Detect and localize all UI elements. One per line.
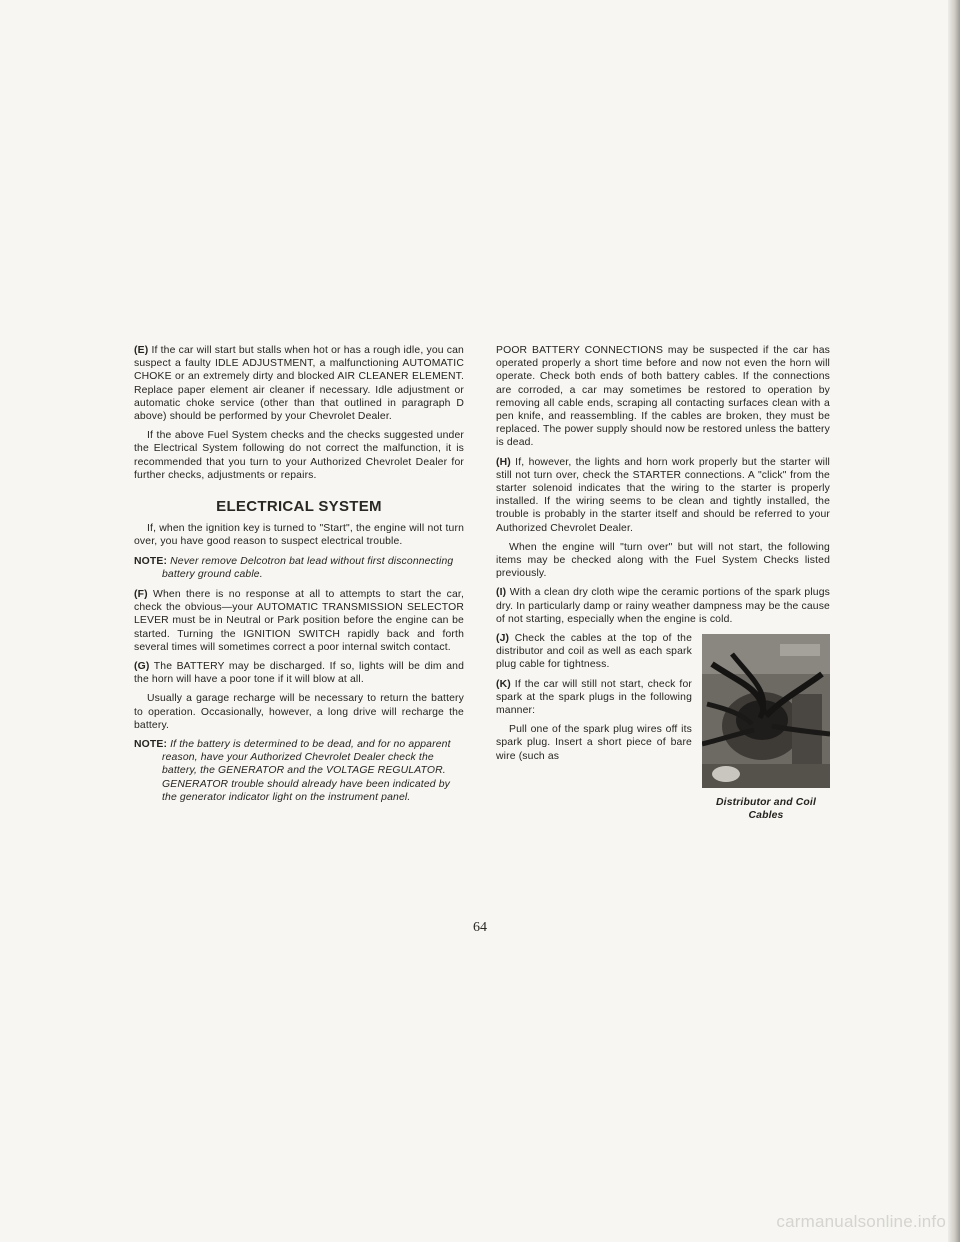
note-text: If the battery is determined to be dead, and for no apparent reason, have your Authorized Chevrolet Dealer check the battery, the GENERATOR and the VOLTAGE REGULATOR. GENERATOR trouble should already have been indicated by the generator indicator light on the instrument panel. (162, 739, 451, 803)
paragraph-e-label: (E) (134, 345, 149, 356)
paragraph-i (496, 586, 830, 626)
paragraph-k-label: (K) (496, 678, 511, 690)
paragraph-j-text: Check the cables at the top of the distributor and coil as well as each spark plug cable for tightness. (496, 633, 692, 671)
paragraph-pull-wire: Pull one of the spark plug wires off its spark plug. Insert a short piece of bare wire (such as (496, 724, 692, 762)
paragraph-i-label: (I) (496, 587, 507, 599)
figure-caption: Distributor and Coil Cables (716, 797, 816, 822)
paragraph-e-continued: If the above Fuel System checks and the checks suggested under the Electrical System following do not correct the malfunction, it is recommended that you turn to your Authorized Chevrolet Dealer for further checks, adjustments or repairs. (134, 430, 464, 481)
note-delcotron (134, 555, 464, 581)
paragraph-g-continued: Usually a garage recharge will be necessary to return the battery to operation. Occasionally, however, a long drive will recharge the battery. (134, 693, 464, 731)
paragraph-h-label: (H) (496, 456, 511, 468)
paragraph-f-text: When there is no response at all to attempts to start the car, check the obvious—your AUTOMATIC TRANSMISSION SELECTOR LEVER must be in Neutral or Park position before the engine can be started. Turning the IGNITION SWITCH rapidly back and forth several times will sometimes correct a poor internal switch contact. (134, 589, 464, 653)
section-heading-electrical: ELECTRICAL SYSTEM (216, 498, 382, 516)
paragraph-k-text: If the car will still not start, check for spark at the spark plugs in the following manner: (496, 678, 692, 717)
paragraph-g-text: The BATTERY may be discharged. If so, lights will be dim and the horn will have a poor tone if it will blow at all. (134, 661, 465, 686)
left-column (134, 344, 464, 811)
page-number: 64 (473, 920, 487, 935)
paragraph-h-continued: When the engine will "turn over" but will not start, the following items may be checked along with the Fuel System Checks listed previously. (496, 541, 830, 580)
distributor-photo (702, 634, 830, 788)
right-column (496, 344, 830, 826)
paragraph-poor-connections: POOR BATTERY CONNECTIONS may be suspected if the car has operated properly a short time before and now not even the horn will operate. Check both ends of both battery cables. If the connections are corroded, a car may sometimes be restored to operation by removing all cable ends, scraping all contacting surfaces clean with a pen knife, and reassembling. If the cables are broken, they must be replaced. The power supply should now be restored unless the battery is dead. (496, 345, 830, 449)
paragraph-electrical-intro: If, when the ignition key is turned to "Start", the engine will not turn over, you have good reason to suspect electrical trouble. (134, 523, 464, 548)
watermark: carmanualsonline.info (776, 1212, 946, 1231)
note-text: Never remove Delcotron bat lead without first disconnecting battery ground cable. (162, 555, 454, 580)
figure-distributor (702, 634, 830, 822)
note-label: NOTE: (134, 555, 168, 567)
note-label: NOTE: (134, 739, 168, 751)
paragraph-e-text: If the car will start but stalls when hot or has a rough idle, you can suspect a faulty IDLE ADJUSTMENT, a malfunctioning AUTOMATIC CHOKE or an extremely dirty and blocked AIR CLEANER ELEMENT. Replace paper element air cleaner if necessary. Idle adjustment or automatic choke service (other than that outlined in paragraph D above) should be performed by your Chevrolet Dealer. (134, 345, 464, 423)
paragraph-f-label: (F) (134, 589, 148, 601)
paragraph-g (134, 660, 464, 686)
paragraph-i-text: With a clean dry cloth wipe the ceramic portions of the spark plugs dry. In particularly damp or rainy weather dampness may be the cause of not starting, especially when the engine is cold. (496, 587, 830, 625)
paragraph-h-text: If, however, the lights and horn work properly but the starter will still not turn over, check the STARTER connections. A "click" from the starter solenoid indicates that the wiring to the starter is properly installed. If the wiring seems to be clean and tightly installed, the trouble is probably in the starter itself and should be referred to your Authorized Chevrolet Dealer. (496, 456, 830, 534)
note-battery-dead (134, 738, 464, 804)
paragraph-h (496, 456, 830, 535)
paragraph-j-label: (J) (496, 633, 510, 645)
paragraph-g-label: (G) (134, 661, 150, 673)
paragraph-e (134, 344, 464, 423)
page-edge-shadow (948, 0, 960, 1242)
paragraph-f (134, 588, 464, 654)
